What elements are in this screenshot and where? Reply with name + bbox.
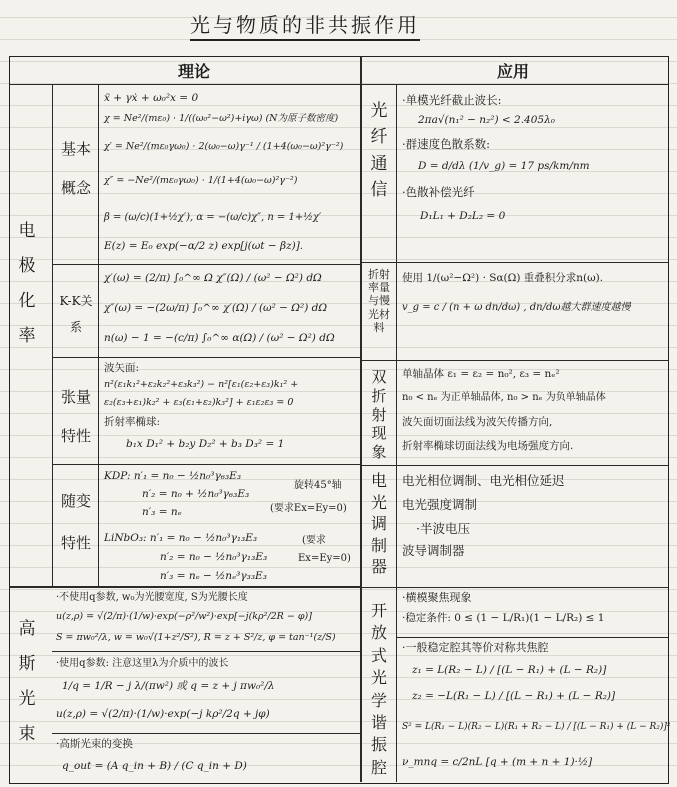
basic-eq-2: χ′ = Ne²/(mε₀γω₀) · 2(ω₀−ω)γ⁻¹ / (1+4(ω₀−ω)²γ⁻²)	[104, 141, 344, 152]
gauss-eq-7: q_out = (A q_in + B) / (C q_in + D)	[62, 760, 247, 772]
row-label-kk: K-K关系	[59, 294, 93, 335]
basic-eq-3: χ″ = −Ne²/(mε₀γω₀) · 1/(1+4(ω₀−ω)²γ⁻²)	[104, 175, 298, 186]
biref-line-2: 波矢面切面法线为波矢传播方向,	[402, 416, 553, 428]
app-divider-2	[361, 360, 668, 361]
fiber-line-0: ·单模光纤截止波长:	[402, 93, 502, 107]
random-note-require-2b: Ex=Ey=0)	[298, 553, 351, 564]
random-eq-1: n′₂ = n₀ + ½n₀³γ₆₃E₃	[142, 488, 250, 500]
eo-line-3: 波导调制器	[402, 543, 465, 558]
random-note-rotate: 旋转45°轴	[294, 480, 342, 491]
section-polarization: 电极化率	[18, 221, 36, 346]
row-divider-1	[52, 264, 361, 265]
app-label-divider	[396, 84, 397, 782]
basic-eq-5: E(z) = E₀ exp(−α/2 z) exp[j(ωt − βz)].	[104, 240, 304, 252]
gauss-divider-2	[52, 733, 361, 734]
gauss-eq-5: u(z,ρ) = √(2/π)·(1/w)·exp(−j kρ²/2q + jφ)	[56, 708, 270, 720]
refr-line-0: 使用 1/(ω²−Ω²) · Sα(Ω) 重叠积分求n(ω).	[402, 272, 604, 284]
column-divider	[360, 56, 362, 782]
basic-eq-0: ẍ + γẋ + ω₀²x = 0	[104, 92, 199, 104]
res-line-5: S² = L(R₁ − L)(R₂ − L)(R₁ + R₂ − L) / [(L − R₁) + (L − R₂)]²	[402, 722, 671, 732]
fiber-line-4: ·色散补偿光纤	[402, 185, 475, 199]
tensor-eq-3: 折射率椭球:	[104, 416, 161, 428]
gauss-eq-2: S = πw₀²/λ, w = w₀√(1+z²/S²), R = z + S²/z, φ = tan⁻¹(z/S)	[56, 632, 336, 643]
app-label-birefringence: 双折射现象	[371, 368, 387, 461]
app-divider-5	[396, 637, 668, 638]
fiber-line-1: 2πa√(n₁² − n₂²) < 2.405λ₀	[418, 114, 555, 126]
app-label-refractive: 折射率量与慢光材料	[368, 268, 390, 334]
row-label-random: 随变特性	[60, 492, 91, 552]
biref-line-1: n₀ < nₑ 为正单轴晶体, n₀ > nₑ 为负单轴晶体	[402, 392, 606, 403]
random-eq-7: n′₃ = nₑ − ½nₑ³γ₃₃E₃	[160, 570, 267, 582]
random-eq-0: KDP: n′₁ = n₀ − ½n₀³γ₆₃E₃	[104, 470, 242, 482]
kk-eq-1: χ″(ω) = −(2ω/π) ∫₀^∞ χ′(Ω) / (ω² − Ω²) dΩ	[104, 302, 328, 314]
app-label-resonator: 开放式光学谐振腔	[370, 601, 387, 777]
tensor-eq-2: ε₂(ε₃+ε₁)k₂² + ε₃(ε₁+ε₂)k₃²] + ε₁ε₂ε₃ = 0	[104, 397, 294, 408]
res-line-3: z₁ = L(R₂ − L) / [(L − R₁) + (L − R₂)]	[412, 664, 607, 676]
app-divider-3	[361, 465, 668, 466]
basic-eq-1: χ = Ne²/(mε₀) · 1/((ω₀²−ω²)+iγω) (N为原子数密度)	[104, 113, 339, 124]
row-label-divider	[98, 84, 99, 586]
random-note-require-2a: (要求	[302, 535, 326, 546]
tensor-eq-4: b₁x D₁² + b₂y D₂² + b₃ D₃² = 1	[126, 438, 285, 450]
res-line-4: z₂ = −L(R₁ − L) / [(L − R₁) + (L − R₂)]	[412, 690, 616, 702]
fiber-line-2: ·群速度色散系数:	[402, 137, 491, 151]
section-gaussian: 高斯光束	[18, 619, 36, 744]
biref-line-0: 单轴晶体 ε₁ = ε₂ = n₀², ε₃ = nₑ²	[402, 368, 560, 380]
biref-line-3: 折射率椭球切面法线为电场强度方向.	[402, 440, 574, 452]
header-application: 应用	[497, 62, 530, 81]
res-line-6: ν_mnq = c/2nL [q + (m + n + 1)·½]	[402, 756, 593, 768]
row-label-tensor: 张量特性	[60, 388, 91, 445]
app-divider-1	[361, 262, 668, 263]
section-label-divider	[52, 84, 53, 586]
random-eq-2: n′₃ = nₑ	[142, 506, 182, 518]
row-label-basic: 基本概念	[60, 140, 91, 197]
row-divider-2	[52, 357, 361, 358]
random-note-require-1: (要求Ex=Ey=0)	[270, 503, 347, 514]
gauss-eq-6: ·高斯光束的变换	[56, 738, 133, 750]
res-line-2: ·一般稳定腔其等价对称共焦腔	[402, 641, 549, 654]
app-label-eo-modulator: 电光调制器	[370, 471, 387, 577]
gauss-eq-3: ·使用q参数: 注意这里λ为介质中的波长	[56, 658, 229, 669]
random-eq-6: n′₂ = n₀ − ½n₀³γ₁₃E₃	[160, 551, 268, 563]
gauss-eq-4: 1/q = 1/R − j λ/(πw²) 或 q = z + j πw₀²/λ	[62, 680, 275, 692]
eo-line-0: 电光相位调制、电光相位延迟	[402, 473, 565, 488]
kk-eq-2: n(ω) − 1 = −(c/π) ∫₀^∞ α(Ω) / (ω² − Ω²) dΩ	[104, 332, 335, 344]
kk-eq-0: χ′(ω) = (2/π) ∫₀^∞ Ω χ″(Ω) / (ω² − Ω²) dΩ	[104, 272, 322, 284]
app-divider-4	[361, 587, 668, 588]
app-label-fiber: 光纤通信	[370, 101, 388, 201]
random-eq-5: LiNbO₃: n′₁ = n₀ − ½n₀³γ₁₃E₃	[104, 532, 258, 544]
page-title: 光与物质的非共振作用	[190, 14, 420, 41]
gauss-divider-1	[52, 651, 361, 652]
fiber-line-3: D = d/dλ (1/v_g) = 17 ps/km/nm	[418, 160, 590, 172]
gauss-eq-1: u(z,ρ) = √(2/π)·(1/w)·exp(−ρ²/w²)·exp[−j(kρ²/2R − φ)]	[56, 611, 312, 622]
res-line-0: ·横模聚焦现象	[402, 591, 472, 604]
header-divider	[9, 84, 668, 85]
tensor-eq-0: 波矢面:	[104, 362, 140, 374]
row-divider-3	[52, 464, 361, 465]
basic-eq-4: β = (ω/c)(1+½χ′), α = −(ω/c)χ″, n = 1+½χ′	[104, 212, 322, 223]
res-line-1: ·稳定条件: 0 ≤ (1 − L/R₁)(1 − L/R₂) ≤ 1	[402, 612, 605, 624]
fiber-line-5: D₁L₁ + D₂L₂ = 0	[420, 210, 506, 222]
header-theory: 理论	[178, 62, 211, 81]
eo-line-2: ·半波电压	[416, 521, 470, 536]
eo-line-1: 电光强度调制	[402, 497, 478, 512]
refr-line-1: v_g = c / (n + ω dn/dω) , dn/dω越大群速度越慢	[402, 302, 631, 313]
section-divider	[9, 586, 361, 588]
gauss-eq-0: ·不使用q参数, w₀为光腰宽度, S为光腰长度	[56, 592, 248, 603]
tensor-eq-1: n²(ε₁k₁²+ε₂k₂²+ε₃k₃²) − n²[ε₁(ε₂+ε₃)k₁² +	[104, 379, 299, 390]
